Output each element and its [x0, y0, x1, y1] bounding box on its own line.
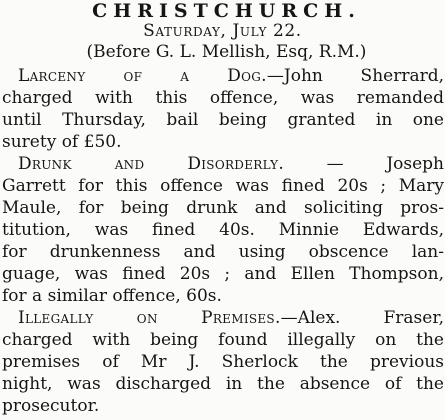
case-heading: Drunk and Disorderly. — [18, 154, 285, 174]
paragraph-line — [0, 153, 445, 175]
paragraph-line: premises of Mr J. Sherlock the previous — [2, 352, 444, 372]
paragraph-text: — Joseph — [284, 154, 444, 174]
paragraph-line: for a similar offence, 60s. — [2, 286, 222, 306]
paragraph-line: prosecutor. — [2, 396, 100, 416]
paragraph-line: for drunkenness and using obscence lan- — [2, 242, 444, 262]
paragraph-line: guage, was fined 20s ; and Ellen Thompson, — [2, 264, 444, 284]
paragraph-line: Garrett for this offence was fined 20s ; Mary — [2, 176, 444, 196]
paragraph-line: charged with this offence, was remanded — [2, 88, 444, 108]
paragraph-text: —Alex. Fraser, — [280, 308, 444, 328]
paragraph-line: Maule, for being drunk and soliciting pros- — [2, 198, 444, 218]
article-masthead: CHRISTCHURCH. — [92, 0, 361, 22]
paragraph-text: —John Sherrard, — [266, 66, 445, 86]
paragraph-line: until Thursday, bail being granted in one — [2, 110, 444, 130]
paragraph-line: surety of £50. — [2, 132, 122, 152]
paragraph-line: charged with being found illegally on the — [2, 330, 444, 350]
paragraph-line — [0, 307, 445, 329]
case-heading: Illegally on Premises. — [18, 308, 281, 328]
paragraph-line: titution, was fined 40s. Minnie Edwards, — [2, 220, 444, 240]
article-dateline: Saturday, July 22. — [143, 21, 302, 41]
case-heading: Larceny of a Dog. — [18, 66, 267, 86]
paragraph-line — [0, 65, 445, 87]
paragraph-line: night, was discharged in the absence of the — [2, 374, 444, 394]
magistrate-line: (Before G. L. Mellish, Esq, R.M.) — [86, 42, 367, 62]
